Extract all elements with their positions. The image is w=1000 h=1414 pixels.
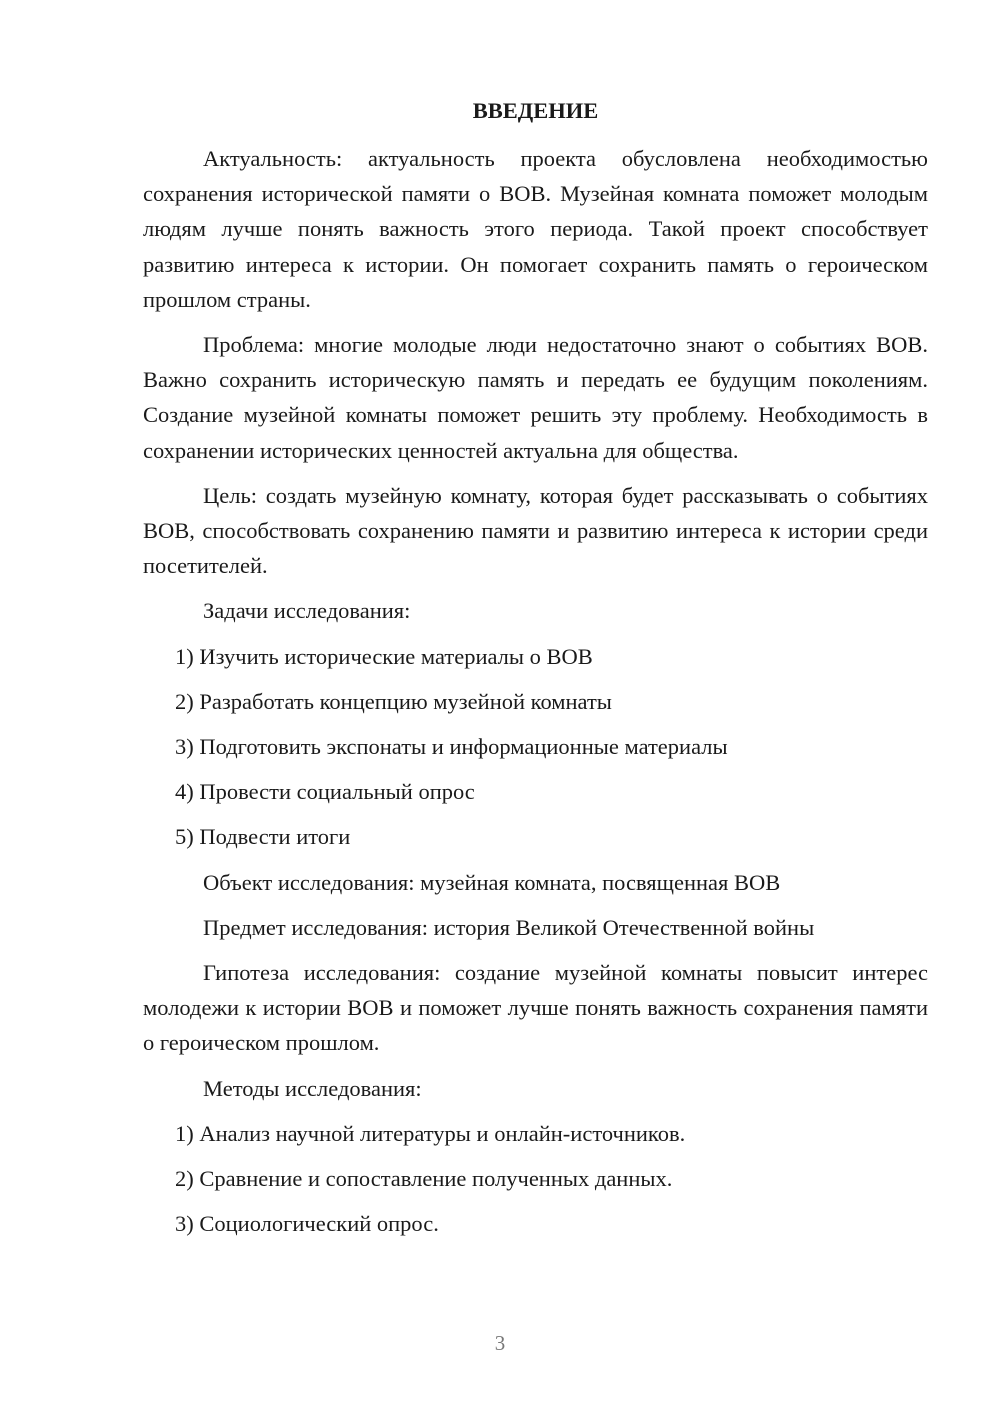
goal-paragraph: Цель: создать музейную комнату, которая будет рассказывать о событиях ВОВ, способствовать сохранению памяти и развитию интереса к истории среди посетителей. bbox=[143, 482, 928, 579]
section-title: ВВЕДЕНИЕ bbox=[472, 98, 599, 123]
problem-paragraph: Проблема: многие молодые люди недостаточно знают о событиях ВОВ. Важно сохранить историческую память и передать ее будущим поколениям. Создание музейной комнаты поможет решить эту проблему. Необходимость в сохранении исторических ценностей актуальна для общества. bbox=[143, 332, 928, 463]
methods-list bbox=[143, 1116, 928, 1242]
methods-heading: Методы исследования: bbox=[203, 1075, 422, 1101]
list-item: 4) Провести социальный опрос bbox=[175, 779, 475, 805]
relevance-paragraph: Актуальность: актуальность проекта обусловлена необходимостью сохранения исторической памяти о ВОВ. Музейная комната поможет молодым людям лучше понять важность этого периода. Такой проект способствует развитию интереса к истории. Он помогает сохранить память о героическом прошлом страны. bbox=[143, 146, 928, 312]
tasks-list bbox=[143, 639, 928, 855]
list-item: 1) Анализ научной литературы и онлайн-источников. bbox=[175, 1120, 686, 1146]
list-item: 2) Разработать концепцию музейной комнаты bbox=[175, 688, 612, 714]
subject-paragraph: Предмет исследования: история Великой Отечественной войны bbox=[203, 914, 815, 940]
list-item: 5) Подвести итоги bbox=[175, 824, 351, 850]
hypothesis-paragraph: Гипотеза исследования: создание музейной комнаты повысит интерес молодежи к истории ВОВ и поможет лучше понять важность сохранения памяти о героическом прошлом. bbox=[143, 960, 928, 1056]
page-number: 3 bbox=[494, 1331, 506, 1355]
list-item: 3) Подготовить экспонаты и информационные материалы bbox=[175, 734, 728, 760]
list-item: 3) Социологический опрос. bbox=[175, 1211, 439, 1237]
list-item: 2) Сравнение и сопоставление полученных данных. bbox=[175, 1166, 673, 1192]
page-content bbox=[143, 94, 928, 1251]
object-paragraph: Объект исследования: музейная комната, посвященная ВОВ bbox=[203, 869, 781, 895]
list-item: 1) Изучить исторические материалы о ВОВ bbox=[175, 643, 593, 669]
tasks-heading: Задачи исследования: bbox=[203, 598, 411, 624]
